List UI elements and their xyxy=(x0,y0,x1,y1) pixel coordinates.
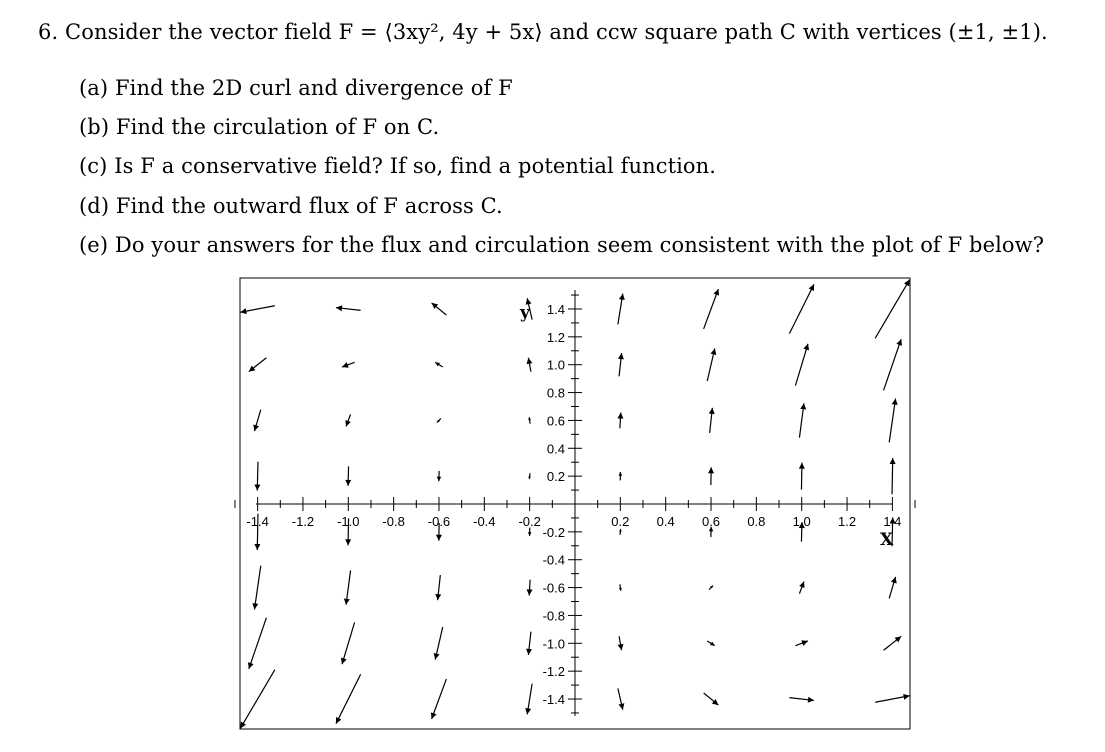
field-arrow xyxy=(527,580,533,596)
y-tick-label: -0.4 xyxy=(542,552,565,568)
field-arrow xyxy=(528,473,531,479)
part-label: (a) xyxy=(79,76,109,100)
field-arrow xyxy=(336,674,361,723)
part-text: Do your answers for the flux and circulation seem consistent with the plot of F below? xyxy=(114,233,1045,257)
field-arrow xyxy=(437,471,442,481)
x-tick-label: 0.8 xyxy=(747,514,766,529)
field-arrow xyxy=(799,582,804,594)
field-arrow xyxy=(619,584,622,591)
field-arrow xyxy=(435,575,441,600)
field-arrow xyxy=(345,414,350,426)
field-arrow xyxy=(799,403,806,437)
x-tick-label: 1.0 xyxy=(792,514,811,529)
field-arrow xyxy=(875,280,909,339)
field-arrow xyxy=(795,344,809,386)
field-arrow xyxy=(795,640,808,646)
field-arrow xyxy=(432,303,447,315)
field-arrow xyxy=(875,694,909,702)
y-axis-label: y xyxy=(520,303,530,323)
y-tick-label: 0.8 xyxy=(546,385,565,401)
field-arrow xyxy=(789,697,814,703)
field-arrow xyxy=(707,641,715,646)
x-tick-label: -0.6 xyxy=(427,514,451,529)
part-label: (e) xyxy=(79,233,109,257)
field-arrow xyxy=(889,399,897,443)
field-arrow xyxy=(437,418,441,422)
field-arrow xyxy=(789,284,814,333)
x-tick-label: 0.2 xyxy=(611,514,630,529)
x-tick-label: -0.2 xyxy=(518,514,541,529)
field-arrow xyxy=(249,358,267,372)
field-arrow xyxy=(527,358,533,372)
y-tick-label: 0.6 xyxy=(546,413,565,429)
field-arrow xyxy=(704,289,720,329)
y-tick-label: -1.0 xyxy=(542,636,565,652)
part-text: Is F a conservative field? If so, find a potential function. xyxy=(114,154,717,178)
field-arrow xyxy=(345,466,351,486)
problem-number: 6. xyxy=(38,20,59,44)
x-tick-label: 1.4 xyxy=(883,514,902,529)
part-label: (c) xyxy=(79,154,108,178)
y-tick-label: 1.4 xyxy=(546,301,565,317)
x-tick-label: 0.6 xyxy=(701,514,721,529)
y-tick-label: 0.2 xyxy=(546,469,565,485)
y-tick-label: 1.2 xyxy=(546,329,565,345)
field-arrow xyxy=(431,679,447,719)
field-arrow xyxy=(707,348,716,381)
y-tick-label: -0.6 xyxy=(542,580,565,596)
field-arrow xyxy=(240,306,274,314)
field-arrow xyxy=(799,463,805,490)
field-arrow xyxy=(884,339,902,390)
field-arrow xyxy=(890,458,896,494)
field-arrow xyxy=(618,353,624,376)
x-tick-label: -1.0 xyxy=(337,514,360,529)
field-arrow xyxy=(528,417,531,424)
field-arrow xyxy=(619,472,623,480)
x-tick-label: -1.4 xyxy=(246,514,269,529)
field-arrow xyxy=(434,627,443,660)
field-arrow xyxy=(525,684,532,715)
x-tick-label: 0.4 xyxy=(656,514,675,529)
field-arrow xyxy=(435,362,443,367)
y-tick-label: 1.0 xyxy=(546,357,565,373)
field-arrow xyxy=(709,586,713,590)
part-label: (b) xyxy=(79,115,110,139)
field-arrow xyxy=(889,577,897,598)
part-text: Find the outward flux of F across C. xyxy=(115,194,503,218)
part-label: (d) xyxy=(79,194,110,218)
y-tick-label: 0.4 xyxy=(546,441,565,457)
field-arrow xyxy=(252,566,260,610)
x-tick-label: -1.2 xyxy=(291,514,315,529)
x-tick-label: -0.4 xyxy=(473,514,496,529)
field-arrow xyxy=(342,362,355,368)
field-arrow xyxy=(617,413,623,429)
y-tick-label: -1.2 xyxy=(542,664,565,680)
y-tick-label: -0.8 xyxy=(542,608,565,624)
part-text: Find the 2D curl and divergence of F xyxy=(115,76,513,100)
field-arrow xyxy=(708,467,714,485)
field-arrow xyxy=(618,688,625,709)
field-arrow xyxy=(254,462,260,491)
field-arrow xyxy=(344,570,351,604)
field-arrow xyxy=(341,622,355,664)
x-tick-label: -0.8 xyxy=(382,514,405,529)
field-arrow xyxy=(336,305,361,311)
field-arrow xyxy=(884,636,902,650)
field-arrow xyxy=(709,408,715,433)
field-arrow xyxy=(619,529,622,535)
y-tick-label: -1.4 xyxy=(542,692,565,708)
field-arrow xyxy=(253,410,261,431)
field-arrow xyxy=(240,670,274,729)
field-arrow xyxy=(526,632,532,655)
axes xyxy=(235,290,915,716)
x-tick-label: 1.2 xyxy=(838,514,857,529)
field-arrow xyxy=(248,618,266,669)
y-tick-label: -0.2 xyxy=(542,524,565,540)
field-arrow xyxy=(704,693,719,705)
field-arrow xyxy=(618,294,625,325)
problem-text: Consider the vector field F = ⟨3xy², 4y + 5x⟩ and ccw square path C with vertices (±1, ±1). xyxy=(65,20,1048,44)
field-arrow xyxy=(618,636,624,650)
part-text: Find the circulation of F on C. xyxy=(115,115,440,139)
x-axis-label: X xyxy=(880,530,894,550)
